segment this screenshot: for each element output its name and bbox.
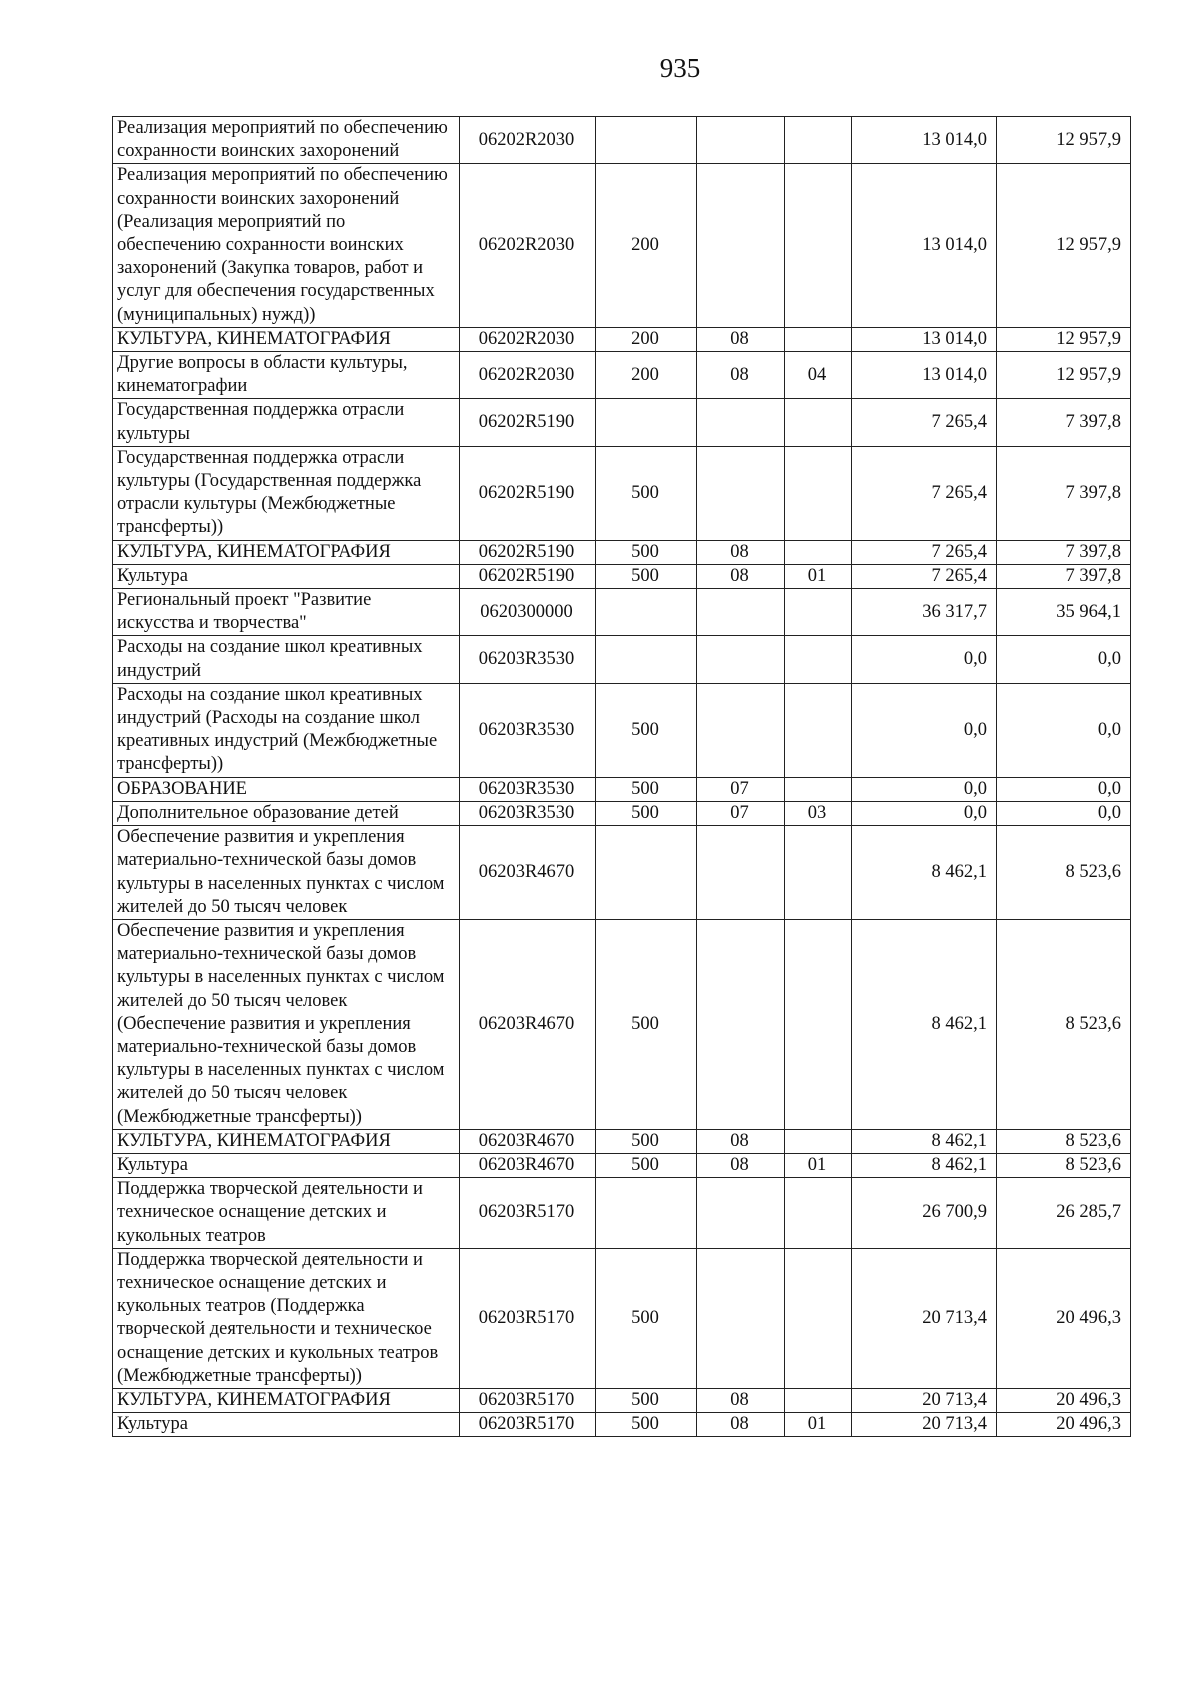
row-rz-cell: 08 [697,327,785,351]
row-sum-2-cell: 12 957,9 [997,117,1131,164]
row-sum-1-cell: 7 265,4 [852,399,997,446]
table-row [113,352,1131,399]
table-row [113,683,1131,777]
row-pr-cell [785,399,852,446]
row-code-cell: 06203R5170 [460,1178,596,1249]
row-sum-1-cell: 8 462,1 [852,919,997,1129]
row-sum-1-cell: 13 014,0 [852,164,997,327]
row-sum-1-cell: 13 014,0 [852,352,997,399]
row-code-cell: 06203R5170 [460,1413,596,1437]
row-vr-cell [596,1178,697,1249]
row-rz-cell [697,164,785,327]
row-pr-cell [785,1129,852,1153]
row-sum-2-cell: 20 496,3 [997,1248,1131,1388]
table-row [113,540,1131,564]
row-rz-cell [697,683,785,777]
row-sum-2-cell: 0,0 [997,777,1131,801]
row-code-cell: 06202R5190 [460,564,596,588]
row-name-cell: КУЛЬТУРА, КИНЕМАТОГРАФИЯ [113,327,460,351]
row-name-cell: ОБРАЗОВАНИЕ [113,777,460,801]
row-sum-2-cell: 0,0 [997,683,1131,777]
row-name-cell: Обеспечение развития и укрепления материально-технической базы домов культуры в населенных пунктах с числом жителей до 50 тысяч человек (Обеспечение развития и укрепления материально-технической базы домов культуры в населенных пунктах с числом жителей до 50 тысяч человек (Межбюджетные трансферты)) [113,919,460,1129]
row-pr-cell [785,164,852,327]
row-rz-cell: 07 [697,801,785,825]
row-sum-1-cell: 36 317,7 [852,589,997,636]
row-code-cell: 06203R3530 [460,777,596,801]
row-sum-2-cell: 8 523,6 [997,826,1131,920]
table-row [113,636,1131,683]
row-vr-cell [596,589,697,636]
row-code-cell: 06202R5190 [460,399,596,446]
row-sum-2-cell: 8 523,6 [997,1129,1131,1153]
row-name-cell: Дополнительное образование детей [113,801,460,825]
table-row [113,826,1131,920]
row-code-cell: 06202R5190 [460,446,596,540]
row-vr-cell: 500 [596,564,697,588]
row-rz-cell: 08 [697,540,785,564]
row-vr-cell: 500 [596,919,697,1129]
row-code-cell: 06203R4670 [460,826,596,920]
row-name-cell: Региональный проект "Развитие искусства и творчества" [113,589,460,636]
row-name-cell: Государственная поддержка отрасли культуры [113,399,460,446]
table-row [113,1248,1131,1388]
table-row [113,1129,1131,1153]
row-pr-cell [785,327,852,351]
row-sum-2-cell: 12 957,9 [997,164,1131,327]
row-vr-cell [596,117,697,164]
table-row [113,564,1131,588]
row-sum-1-cell: 8 462,1 [852,1129,997,1153]
table-row [113,1153,1131,1177]
row-rz-cell [697,589,785,636]
row-name-cell: Реализация мероприятий по обеспечению сохранности воинских захоронений (Реализация мероприятий по обеспечению сохранности воинских захоронений (Закупка товаров, работ и услуг для обеспечения государственных (муниципальных) нужд)) [113,164,460,327]
row-vr-cell [596,636,697,683]
row-pr-cell: 01 [785,1153,852,1177]
table-row [113,399,1131,446]
row-rz-cell [697,117,785,164]
row-vr-cell: 500 [596,801,697,825]
table-row [113,164,1131,327]
row-sum-2-cell: 12 957,9 [997,327,1131,351]
row-vr-cell: 500 [596,1388,697,1412]
row-code-cell: 06203R4670 [460,1129,596,1153]
row-vr-cell [596,826,697,920]
row-name-cell: Поддержка творческой деятельности и техническое оснащение детских и кукольных театров [113,1178,460,1249]
row-pr-cell: 01 [785,1413,852,1437]
budget-table [112,116,1131,1437]
row-vr-cell: 200 [596,164,697,327]
row-rz-cell: 08 [697,1413,785,1437]
row-vr-cell: 500 [596,540,697,564]
row-rz-cell [697,919,785,1129]
row-name-cell: Другие вопросы в области культуры, кинематографии [113,352,460,399]
row-rz-cell: 08 [697,352,785,399]
row-name-cell: Расходы на создание школ креативных индустрий (Расходы на создание школ креативных индустрий (Межбюджетные трансферты)) [113,683,460,777]
row-vr-cell: 500 [596,777,697,801]
row-sum-2-cell: 0,0 [997,636,1131,683]
row-code-cell: 06203R3530 [460,636,596,683]
table-row [113,1388,1131,1412]
row-pr-cell [785,777,852,801]
row-sum-1-cell: 20 713,4 [852,1388,997,1412]
row-pr-cell [785,1248,852,1388]
table-row [113,1178,1131,1249]
row-sum-2-cell: 8 523,6 [997,919,1131,1129]
row-rz-cell [697,826,785,920]
row-sum-2-cell: 20 496,3 [997,1413,1131,1437]
row-sum-2-cell: 26 285,7 [997,1178,1131,1249]
row-rz-cell [697,1178,785,1249]
row-name-cell: Государственная поддержка отрасли культуры (Государственная поддержка отрасли культуры (Межбюджетные трансферты)) [113,446,460,540]
row-name-cell: КУЛЬТУРА, КИНЕМАТОГРАФИЯ [113,1388,460,1412]
row-name-cell: Обеспечение развития и укрепления материально-технической базы домов культуры в населенных пунктах с числом жителей до 50 тысяч человек [113,826,460,920]
row-sum-1-cell: 0,0 [852,801,997,825]
row-sum-2-cell: 35 964,1 [997,589,1131,636]
row-pr-cell [785,540,852,564]
row-rz-cell [697,399,785,446]
row-sum-1-cell: 0,0 [852,636,997,683]
row-rz-cell: 08 [697,564,785,588]
table-row [113,117,1131,164]
row-name-cell: Расходы на создание школ креативных индустрий [113,636,460,683]
row-code-cell: 06203R5170 [460,1248,596,1388]
row-rz-cell: 08 [697,1388,785,1412]
row-name-cell: Реализация мероприятий по обеспечению сохранности воинских захоронений [113,117,460,164]
row-sum-1-cell: 7 265,4 [852,540,997,564]
row-vr-cell [596,399,697,446]
row-pr-cell: 04 [785,352,852,399]
row-code-cell: 06203R5170 [460,1388,596,1412]
table-body [113,117,1131,1437]
row-sum-1-cell: 8 462,1 [852,1153,997,1177]
row-sum-2-cell: 7 397,8 [997,564,1131,588]
row-sum-1-cell: 8 462,1 [852,826,997,920]
row-pr-cell [785,117,852,164]
row-vr-cell: 200 [596,352,697,399]
row-name-cell: Культура [113,1153,460,1177]
row-vr-cell: 500 [596,446,697,540]
row-name-cell: КУЛЬТУРА, КИНЕМАТОГРАФИЯ [113,1129,460,1153]
row-rz-cell [697,446,785,540]
table-row [113,1413,1131,1437]
row-sum-1-cell: 26 700,9 [852,1178,997,1249]
table-row [113,801,1131,825]
row-vr-cell: 200 [596,327,697,351]
row-sum-1-cell: 13 014,0 [852,117,997,164]
table-row [113,777,1131,801]
row-code-cell: 06202R2030 [460,327,596,351]
row-pr-cell [785,919,852,1129]
row-code-cell: 06203R4670 [460,1153,596,1177]
row-rz-cell: 07 [697,777,785,801]
row-code-cell: 06202R2030 [460,117,596,164]
table-row [113,919,1131,1129]
row-pr-cell [785,446,852,540]
row-rz-cell: 08 [697,1153,785,1177]
row-code-cell: 06202R2030 [460,352,596,399]
row-pr-cell [785,589,852,636]
row-sum-2-cell: 7 397,8 [997,540,1131,564]
row-sum-2-cell: 7 397,8 [997,399,1131,446]
table-row [113,327,1131,351]
row-sum-1-cell: 13 014,0 [852,327,997,351]
row-vr-cell: 500 [596,683,697,777]
row-pr-cell [785,683,852,777]
row-sum-2-cell: 8 523,6 [997,1153,1131,1177]
row-sum-2-cell: 0,0 [997,801,1131,825]
row-pr-cell: 03 [785,801,852,825]
row-sum-2-cell: 20 496,3 [997,1388,1131,1412]
row-rz-cell [697,1248,785,1388]
row-sum-1-cell: 20 713,4 [852,1413,997,1437]
row-code-cell: 06203R3530 [460,683,596,777]
row-name-cell: Культура [113,564,460,588]
row-rz-cell: 08 [697,1129,785,1153]
row-vr-cell: 500 [596,1153,697,1177]
row-pr-cell [785,1178,852,1249]
page-number: 935 [659,53,701,83]
row-sum-1-cell: 20 713,4 [852,1248,997,1388]
row-code-cell: 0620300000 [460,589,596,636]
row-code-cell: 06202R2030 [460,164,596,327]
row-vr-cell: 500 [596,1248,697,1388]
row-rz-cell [697,636,785,683]
row-sum-1-cell: 7 265,4 [852,446,997,540]
row-sum-2-cell: 12 957,9 [997,352,1131,399]
row-pr-cell [785,1388,852,1412]
table-row [113,446,1131,540]
row-sum-1-cell: 7 265,4 [852,564,997,588]
row-code-cell: 06202R5190 [460,540,596,564]
row-code-cell: 06203R4670 [460,919,596,1129]
row-name-cell: Культура [113,1413,460,1437]
row-vr-cell: 500 [596,1129,697,1153]
row-name-cell: Поддержка творческой деятельности и техническое оснащение детских и кукольных театров (Поддержка творческой деятельности и техническое оснащение детских и кукольных театров (Межбюджетные трансферты)) [113,1248,460,1388]
row-sum-2-cell: 7 397,8 [997,446,1131,540]
row-name-cell: КУЛЬТУРА, КИНЕМАТОГРАФИЯ [113,540,460,564]
table-row [113,589,1131,636]
row-code-cell: 06203R3530 [460,801,596,825]
row-sum-1-cell: 0,0 [852,683,997,777]
row-pr-cell [785,826,852,920]
row-vr-cell: 500 [596,1413,697,1437]
row-pr-cell: 01 [785,564,852,588]
row-pr-cell [785,636,852,683]
row-sum-1-cell: 0,0 [852,777,997,801]
